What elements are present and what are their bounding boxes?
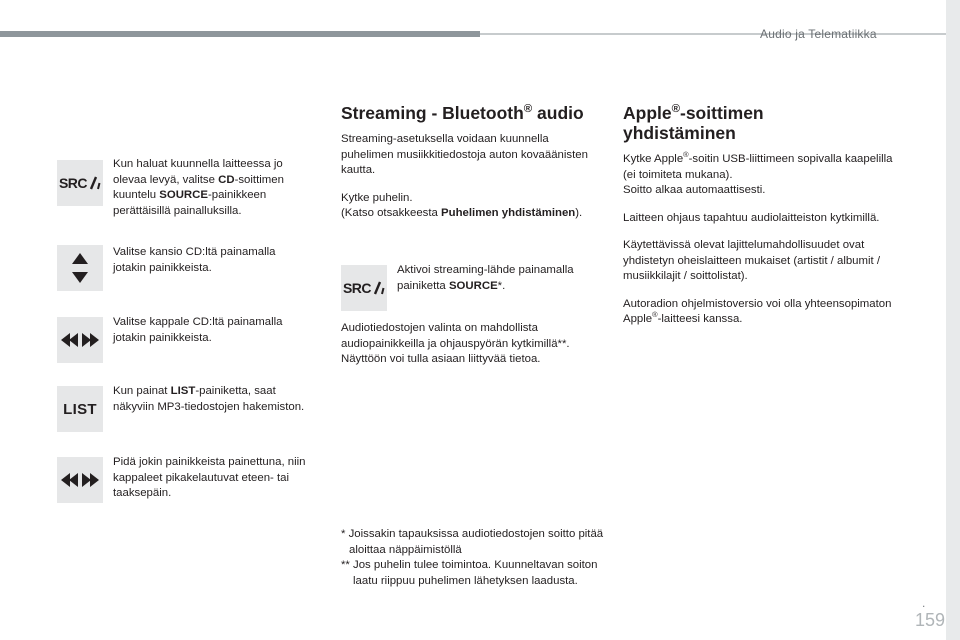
footnote-1: * Joissakin tapauksissa audiotiedostojen soitto pitää aloittaa näppäimistöllä <box>341 528 604 556</box>
list-label: LIST <box>63 400 97 418</box>
section-title: Audio ja Telematiikka <box>760 27 877 41</box>
streaming-title: Streaming - Bluetooth® audio <box>341 103 584 123</box>
header-bar <box>0 31 480 37</box>
apple-title: Apple®-soittimen yhdistäminen <box>623 103 764 143</box>
folder-select-text: Valitse kansio CD:ltä painamalla jotakin painikkeista. <box>113 246 276 274</box>
streaming-intro: Streaming-asetuksella voidaan kuunnella puhelimen musiikkitiedostoja auton kovaäänisten kautta. <box>341 133 588 176</box>
page-edge-strip <box>946 0 960 640</box>
slash-icon <box>87 175 101 191</box>
streaming-section <box>341 103 603 222</box>
list-button-icon <box>57 386 103 432</box>
apple-compat-text: Autoradion ohjelmistoversio voi olla yhteensopimaton Apple®-laitteesi kanssa. <box>623 297 892 325</box>
apple-sorting-text: Käytettävissä olevat lajittelumahdollisuudet ovat yhdistetyn oheislaitteen mukaiset (artistit / albumit / musiikkilajit / soittolistat). <box>623 239 881 282</box>
audio-selection-text: Audiotiedostojen valinta on mahdollista audiopainikkeilla ja ohjauspyörän kytkimillä**. Näyttöön voi tulla asiaan liittyvää tietoa. <box>341 322 570 365</box>
footnote-2: ** Jos puhelin tulee toimintoa. Kuunneltavan soiton laatu riippuu puhelimen lähetyksen laadusta. <box>341 559 598 587</box>
rewind-forward-icon <box>57 317 103 363</box>
cd-select-text: Kun haluat kuunnella laitteessa jo olevaa levyä, valitse CD-soittimen kuuntelu SOURCE-painikkeen perättäisillä painalluksilla. <box>113 158 284 217</box>
activate-streaming-text: Aktivoi streaming-lähde painamalla painiketta SOURCE*. <box>397 264 574 292</box>
apple-control-text: Laitteen ohjaus tapahtuu audiolaitteiston kytkimillä. <box>623 211 880 224</box>
page-number: 159 <box>915 610 946 630</box>
track-select-text: Valitse kappale CD:ltä painamalla jotakin painikkeista. <box>113 316 283 344</box>
rewind-forward-icon <box>57 457 103 503</box>
audio-selection-block <box>341 321 603 368</box>
src-button-icon <box>57 160 103 206</box>
src-button-icon: SRC <box>341 265 387 311</box>
apple-connect-text: Kytke Apple®-soitin USB-liittimeen sopivalla kaapelilla (ei toimiteta mukana). Soitto alkaa automaattisesti. <box>623 150 893 196</box>
up-down-arrows-icon <box>57 245 103 291</box>
page-dot: . <box>922 596 926 610</box>
footnotes <box>341 527 606 589</box>
connect-phone-text: Kytke puhelin. (Katso otsakkeesta Puhelimen yhdistäminen). <box>341 191 583 219</box>
src-label: SRC <box>58 175 88 191</box>
fast-scan-text: Pidä jokin painikkeista painettuna, niin kappaleet pikakelautuvat eteen- tai taaksepäin. <box>113 456 306 499</box>
apple-section <box>623 103 893 328</box>
list-text: Kun painat LIST-painiketta, saat näkyviin MP3-tiedostojen hakemiston. <box>113 385 305 413</box>
